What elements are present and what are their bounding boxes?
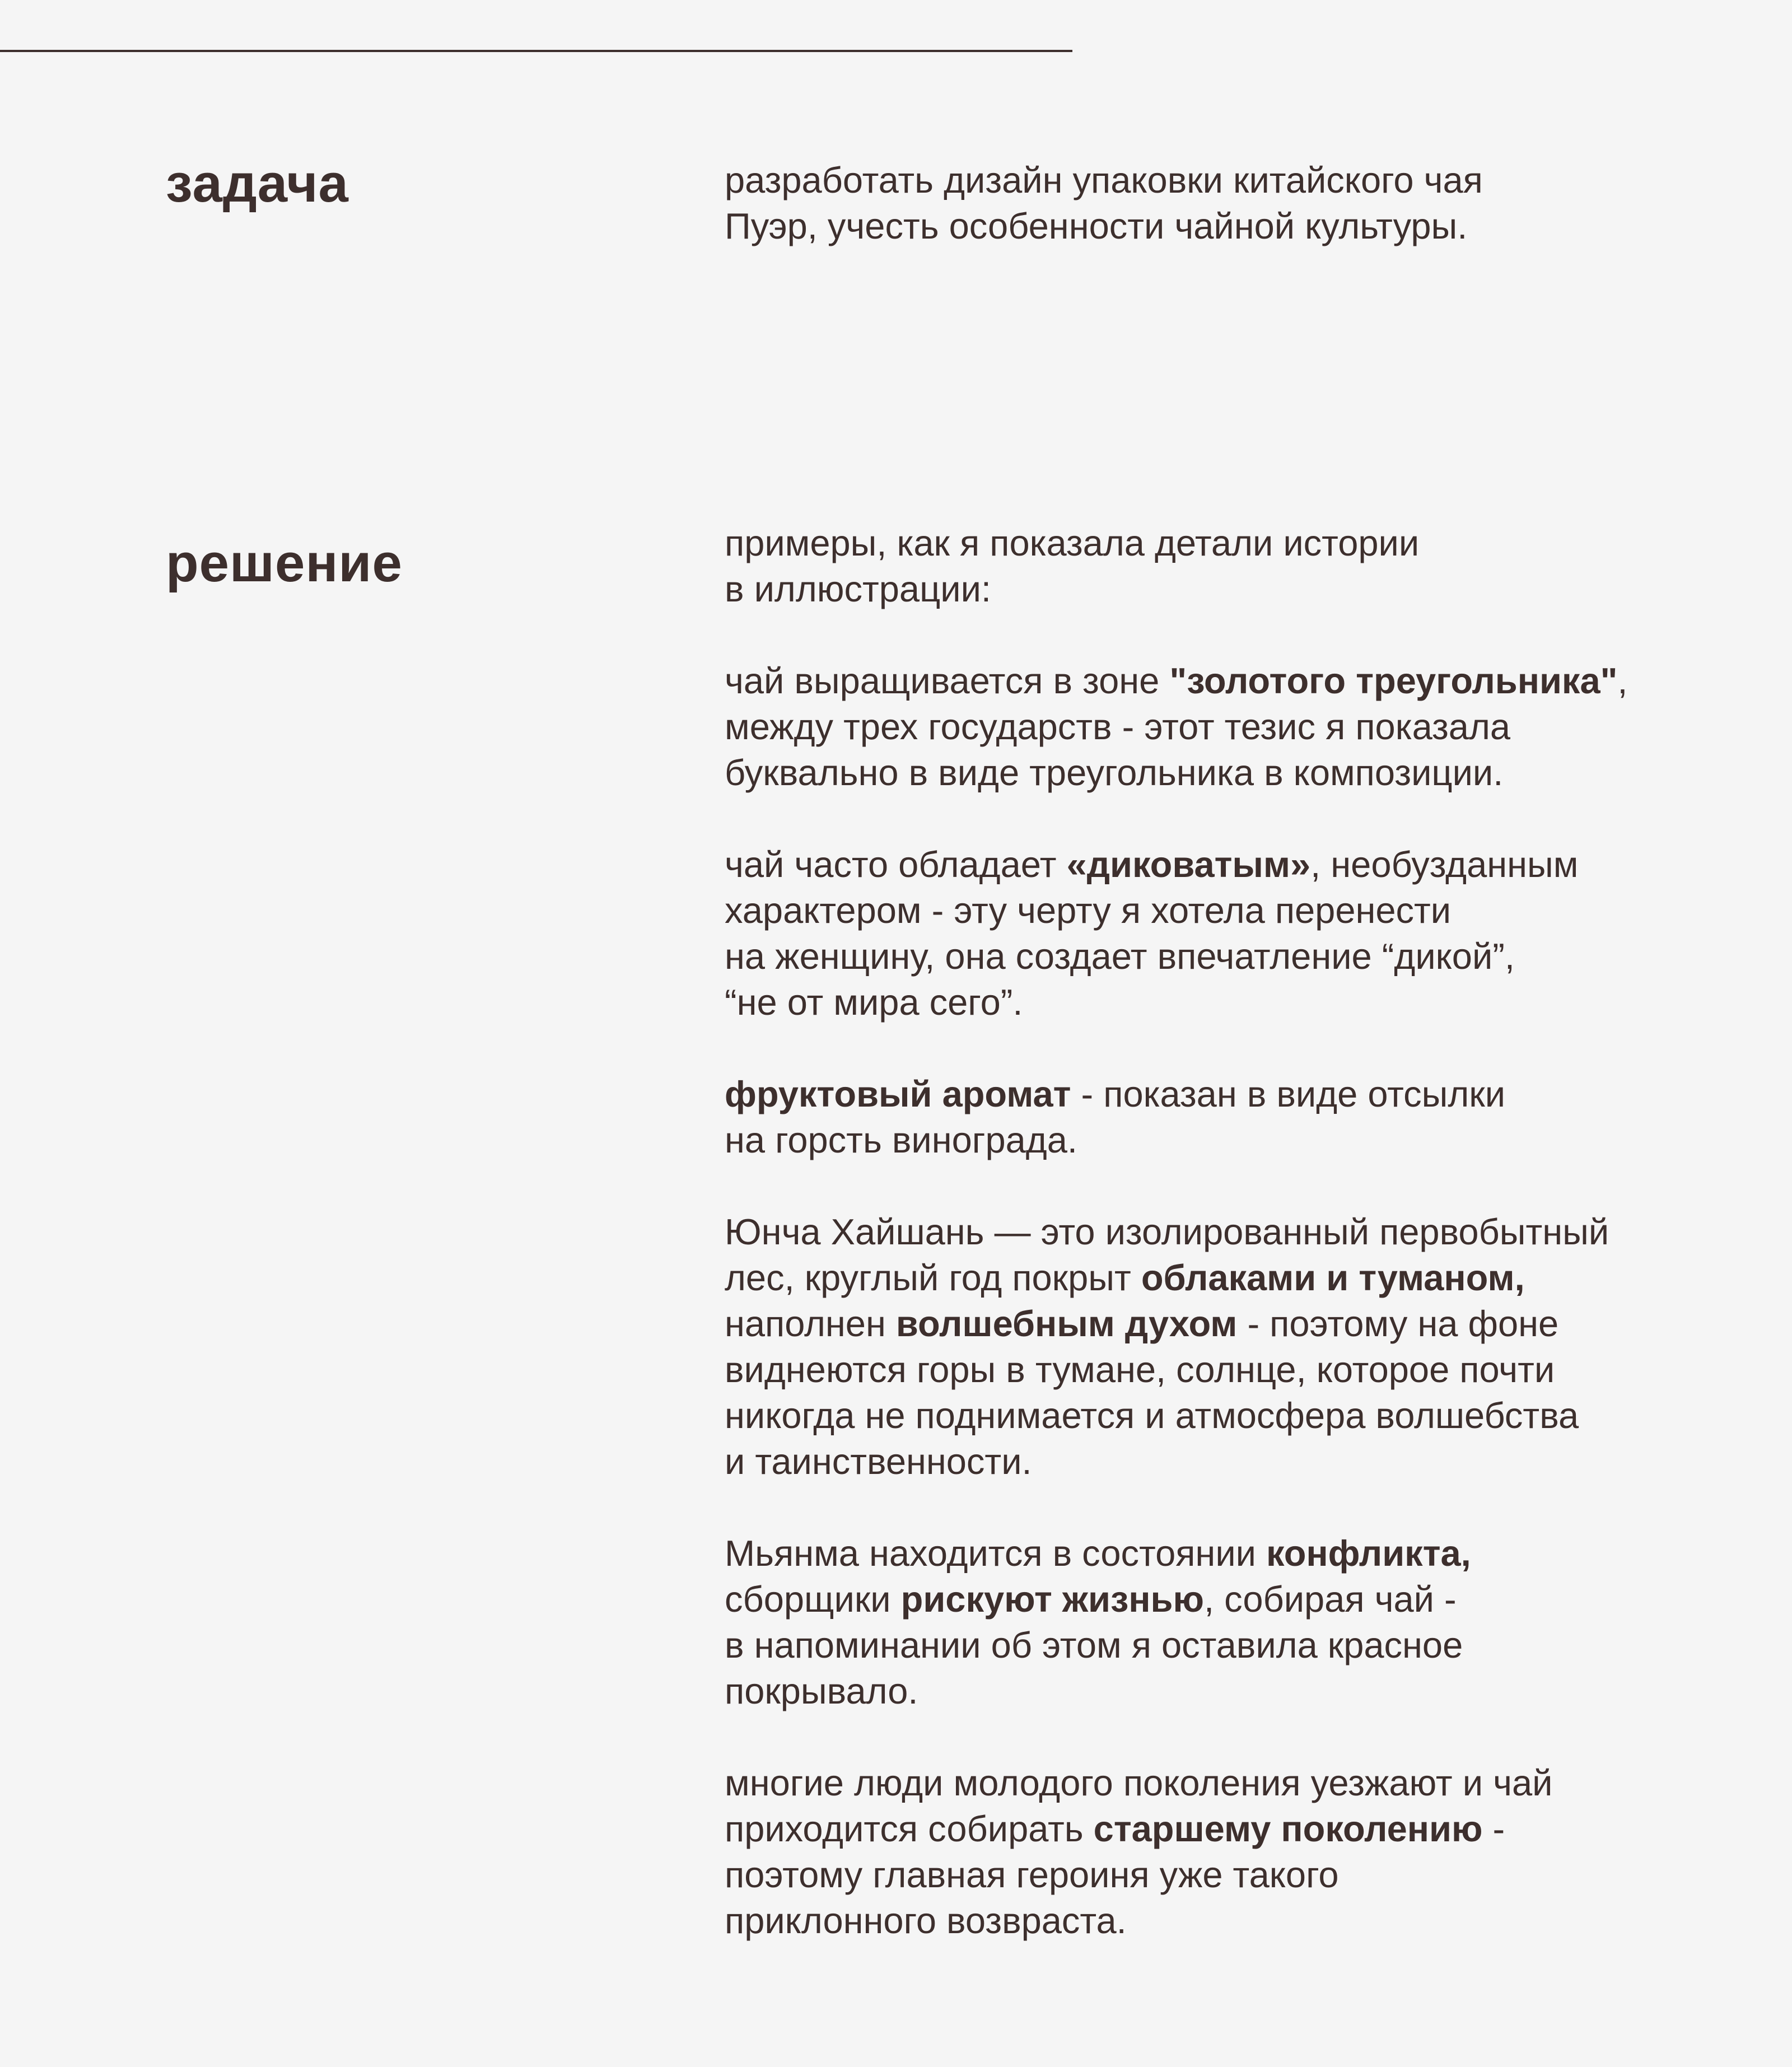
p5-line-2-text: сборщики — [725, 1579, 901, 1620]
p3-line-2: на горсть винограда. — [725, 1119, 1077, 1160]
task-line-1: разработать дизайн упаковки китайского чая — [725, 160, 1483, 200]
p5-line-3: в напоминании об этом я оставила красное — [725, 1625, 1463, 1665]
p1-line-1-text: чай выращивается в зоне — [725, 660, 1170, 701]
p4-line-6: и таинственности. — [725, 1441, 1032, 1482]
fruit-aroma-paragraph — [725, 1071, 1777, 1163]
solution-heading: решение — [166, 533, 403, 593]
golden-triangle-paragraph — [725, 658, 1777, 796]
p4-line-3-text: наполнен — [725, 1303, 896, 1344]
p4-line-2-text: лес, круглый год покрыт — [725, 1257, 1141, 1298]
p6-line-1: многие люди молодого поколения уезжают и чай — [725, 1762, 1553, 1803]
intro-line-2: в иллюстрации: — [725, 568, 991, 609]
p6-line-3: поэтому главная героиня уже такого — [725, 1854, 1339, 1895]
p1-line-2: между трех государств - этот тезис я показала — [725, 706, 1511, 747]
p1-line-3: буквально в виде треугольника в композиции. — [725, 752, 1504, 793]
p6-line-2-rest: - — [1482, 1808, 1505, 1849]
p6-line-4: приклонного возвраста. — [725, 1900, 1127, 1941]
p4-line-2 — [725, 1255, 1777, 1301]
p2-line-4: “не от мира сего”. — [725, 982, 1023, 1023]
solution-description — [725, 520, 1777, 1944]
risk-life-emphasis: рискуют жизнью — [900, 1579, 1204, 1620]
p1-line-1 — [725, 658, 1777, 704]
p4-line-3 — [725, 1301, 1777, 1347]
older-generation-paragraph — [725, 1760, 1777, 1944]
p2-line-3: на женщину, она создает впечатление “дикой”, — [725, 936, 1515, 977]
older-generation-emphasis: старшему поколению — [1093, 1808, 1483, 1849]
p2-line-1 — [725, 842, 1777, 888]
p1-line-1-comma: , — [1617, 660, 1628, 701]
task-paragraph — [725, 157, 1777, 249]
p4-line-5: никогда не поднимается и атмосфера волшебства — [725, 1395, 1579, 1436]
top-divider — [0, 50, 1072, 52]
p4-line-1: Юнча Хайшань — это изолированный первобытный — [725, 1211, 1609, 1252]
fruit-aroma-emphasis: фруктовый аромат — [725, 1074, 1071, 1114]
p4-line-4: виднеются горы в тумане, солнце, которое почти — [725, 1349, 1555, 1390]
wild-emphasis: «диковатым» — [1066, 844, 1311, 885]
wild-character-paragraph — [725, 842, 1777, 1025]
p4-line-3-rest: - поэтому на фоне — [1237, 1303, 1559, 1344]
p5-line-1 — [725, 1531, 1777, 1576]
p3-line-1-rest: - показан в виде отсылки — [1071, 1074, 1506, 1114]
conflict-paragraph — [725, 1531, 1777, 1714]
p6-line-2 — [725, 1806, 1777, 1852]
solution-intro-paragraph — [725, 520, 1777, 612]
p2-line-1-rest: , необузданным — [1310, 844, 1579, 885]
p5-line-2 — [725, 1576, 1777, 1622]
clouds-fog-emphasis: облаками и туманом, — [1141, 1257, 1525, 1298]
p6-line-2-text: приходится собирать — [725, 1808, 1094, 1849]
task-heading: задача — [166, 153, 349, 213]
golden-triangle-emphasis: "золотого треугольника" — [1169, 660, 1618, 701]
magic-spirit-emphasis: волшебным духом — [895, 1303, 1238, 1344]
conflict-emphasis: конфликта, — [1266, 1533, 1471, 1574]
p5-line-2-rest: , собирая чай - — [1204, 1579, 1457, 1620]
p2-line-2: характером - эту черту я хотела перенести — [725, 890, 1452, 931]
forest-paragraph — [725, 1209, 1777, 1485]
p3-line-1 — [725, 1071, 1777, 1117]
intro-line-1: примеры, как я показала детали истории — [725, 522, 1420, 563]
task-description — [725, 157, 1777, 249]
p2-line-1-text: чай часто обладает — [725, 844, 1067, 885]
p5-line-4: покрывало. — [725, 1671, 918, 1711]
p5-line-1-text: Мьянма находится в состоянии — [725, 1533, 1267, 1574]
task-line-2: Пуэр, учесть особенности чайной культуры. — [725, 206, 1468, 246]
